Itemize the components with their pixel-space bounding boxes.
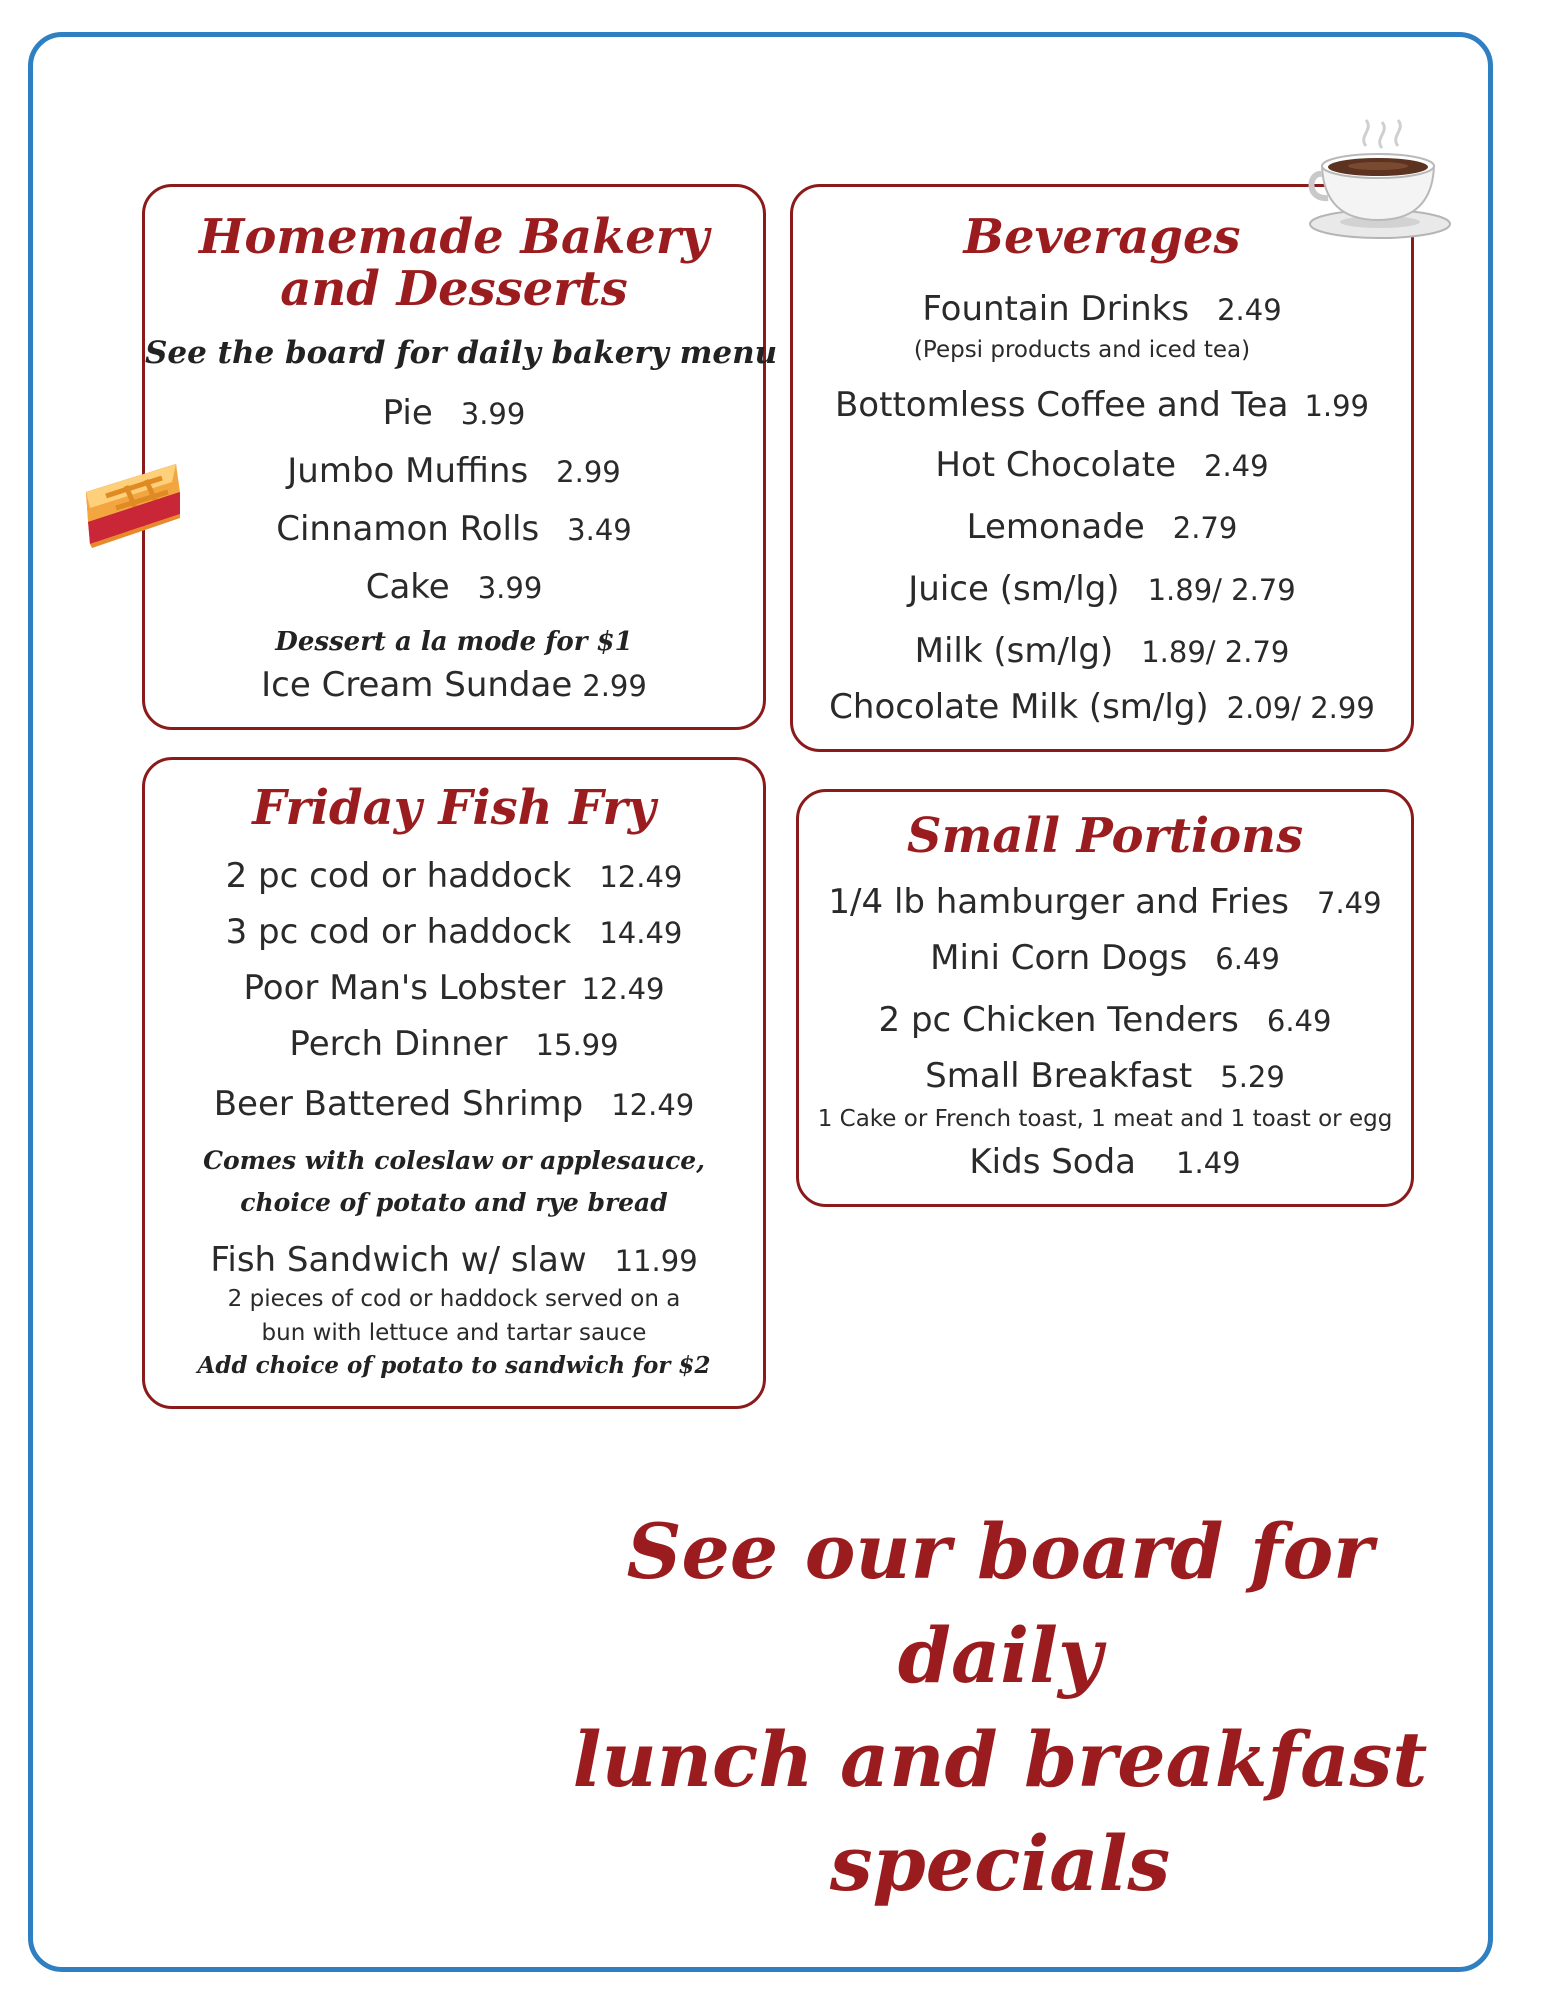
sandwich-desc-line1: 2 pieces of cod or haddock served on a: [227, 1286, 681, 1312]
menu-item: Milk (sm/lg) 1.89/ 2.79: [914, 631, 1290, 671]
menu-item: 2 pc cod or haddock 12.49: [225, 856, 683, 896]
menu-item: Fountain Drinks 2.49: [922, 289, 1282, 329]
sandwich-desc-line2: bun with lettuce and tartar sauce: [261, 1320, 647, 1346]
menu-item: 2 pc Chicken Tenders 6.49: [878, 1000, 1332, 1040]
beverages-section: [790, 184, 1414, 752]
small-portions-section: [796, 789, 1414, 1207]
fish-note-line1: Comes with coleslaw or applesauce,: [203, 1146, 705, 1175]
menu-item: Juice (sm/lg) 1.89/ 2.79: [908, 569, 1296, 609]
menu-item: Cake 3.99: [365, 567, 543, 607]
menu-item: Chocolate Milk (sm/lg) 2.09/ 2.99: [829, 687, 1375, 727]
fountain-drinks-note: (Pepsi products and iced tea): [913, 337, 1251, 363]
menu-item: Ice Cream Sundae 2.99: [261, 665, 647, 705]
coffee-cup-icon: [1306, 116, 1454, 244]
pie-slice-icon: [76, 452, 186, 552]
small-breakfast-note: 1 Cake or French toast, 1 meat and 1 toast or egg: [817, 1106, 1393, 1132]
bakery-title-line2: and Desserts: [280, 261, 628, 317]
fish-title: Friday Fish Fry: [252, 780, 656, 836]
beverages-title: Beverages: [963, 209, 1241, 265]
fish-note-line2: choice of potato and rye bread: [240, 1188, 668, 1217]
menu-item: Lemonade 2.79: [966, 507, 1238, 547]
menu-item: Pie 3.99: [382, 393, 526, 433]
menu-item: Perch Dinner 15.99: [289, 1024, 619, 1064]
menu-item: Beer Battered Shrimp 12.49: [213, 1084, 695, 1124]
menu-item: Small Breakfast 5.29: [925, 1056, 1285, 1096]
menu-item: Poor Man's Lobster 12.49: [243, 968, 665, 1008]
daily-specials-message: [560, 1500, 1440, 1916]
menu-item: Jumbo Muffins 2.99: [287, 451, 621, 491]
menu-item: 3 pc cod or haddock 14.49: [225, 912, 683, 952]
bakery-subtitle: See the board for daily bakery menu: [145, 335, 778, 371]
menu-item: Cinnamon Rolls 3.49: [276, 509, 632, 549]
sandwich-addon: Add choice of potato to sandwich for $2: [197, 1352, 711, 1379]
bakery-note: Dessert a la mode for $1: [275, 627, 633, 657]
small-title: Small Portions: [906, 808, 1304, 864]
bakery-section: [142, 184, 778, 730]
menu-item: Kids Soda 1.49: [969, 1142, 1241, 1182]
menu-item: Bottomless Coffee and Tea 1.99: [834, 385, 1370, 425]
daily-specials-line2: lunch and breakfast: [572, 1715, 1428, 1804]
daily-specials-line3: specials: [829, 1819, 1171, 1908]
daily-specials-line1: See our board for daily: [626, 1507, 1374, 1700]
bakery-title-line1: Homemade Bakery: [198, 209, 710, 265]
menu-item: Hot Chocolate 2.49: [935, 445, 1269, 485]
menu-item: Fish Sandwich w/ slaw 11.99: [210, 1240, 698, 1280]
fish-fry-section: [142, 757, 766, 1409]
menu-item: 1/4 lb hamburger and Fries 7.49: [828, 882, 1382, 922]
menu-item: Mini Corn Dogs 6.49: [930, 938, 1280, 978]
